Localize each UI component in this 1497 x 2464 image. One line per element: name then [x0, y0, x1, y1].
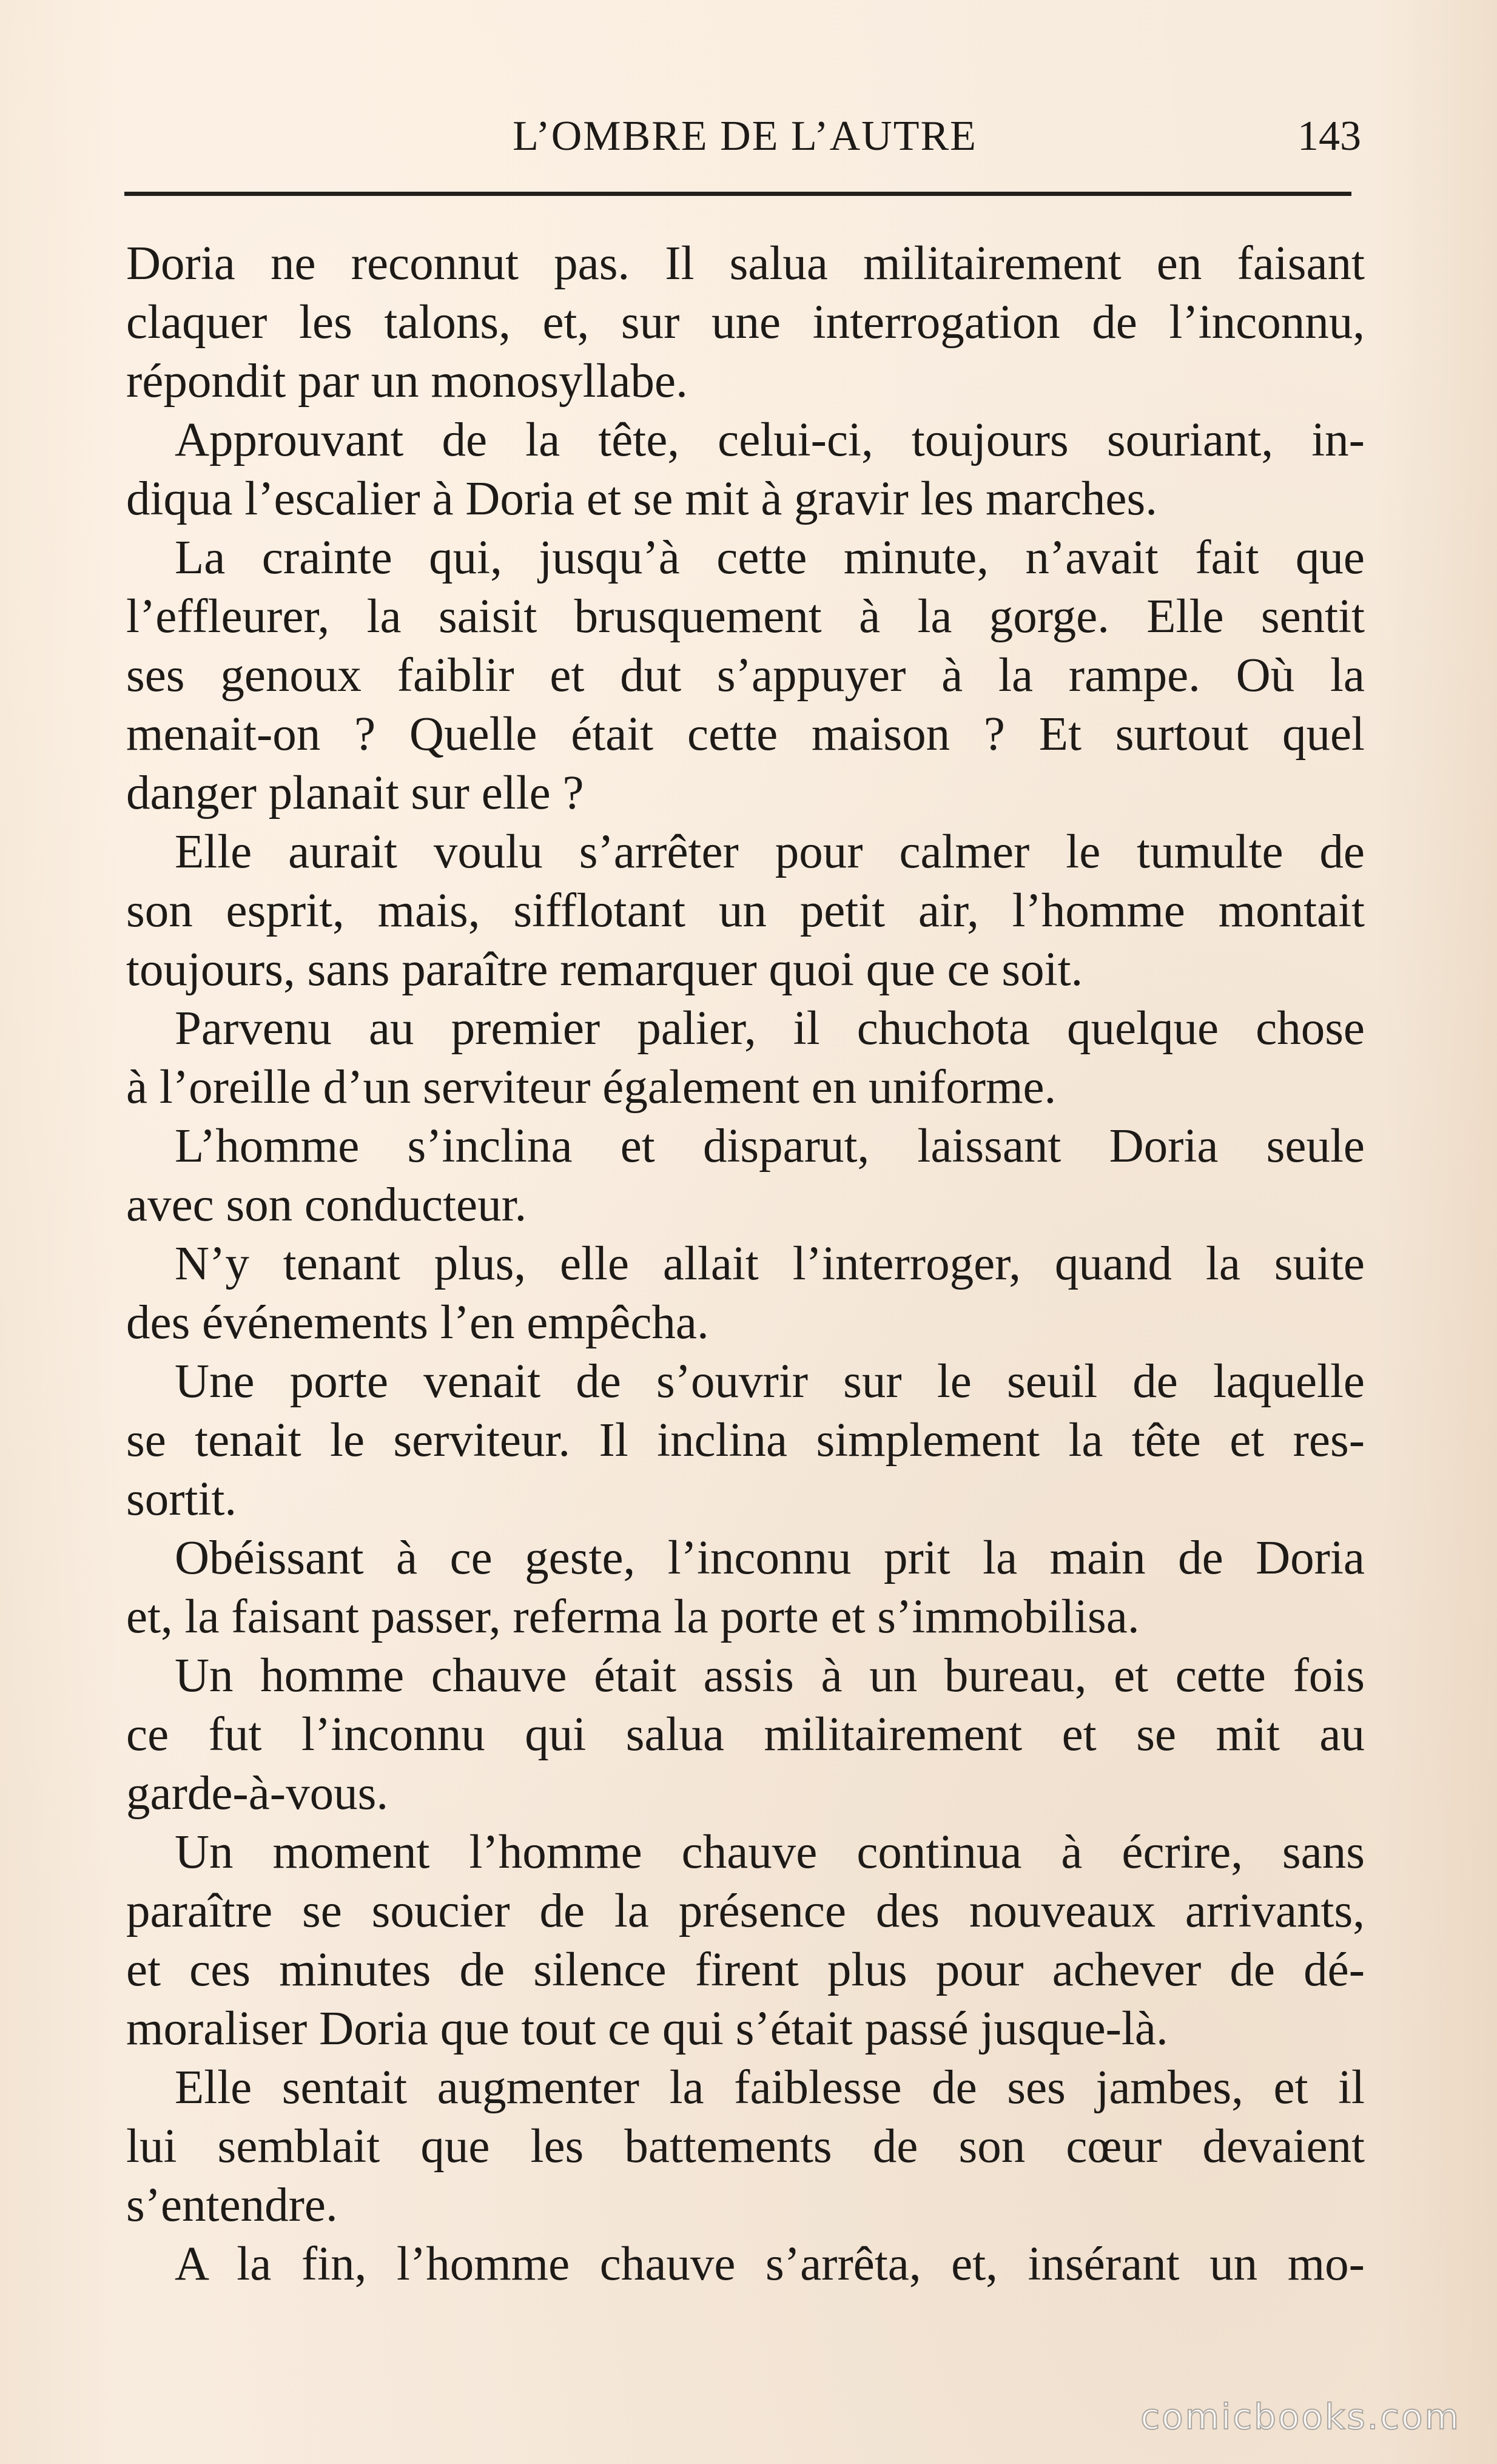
text-line: l’effleurer, la saisit brusquement à la gorge. Elle sentit	[126, 590, 1365, 643]
text-line: ce fut l’inconnu qui salua militairement et se mit au	[126, 1708, 1365, 1761]
text-line: se tenait le serviteur. Il inclina simplement la tête et res-	[126, 1414, 1365, 1467]
text-line: La crainte qui, jusqu’à cette minute, n’avait fait que	[175, 531, 1365, 584]
text-line: lui semblait que les battements de son cœur devaient	[126, 2120, 1365, 2173]
text-line: et, la faisant passer, referma la porte et s’immobilisa.	[126, 1590, 1140, 1643]
header-rule	[124, 192, 1351, 196]
text-line: toujours, sans paraître remarquer quoi que ce soit.	[126, 943, 1083, 996]
text-line: diqua l’escalier à Doria et se mit à gravir les marches.	[126, 473, 1157, 525]
text-line: ses genoux faiblir et dut s’appuyer à la rampe. Où la	[126, 649, 1365, 702]
text-line: répondit par un monosyllabe.	[126, 355, 688, 408]
text-line: sortit.	[126, 1473, 237, 1526]
watermark-logo: comicbooks.com	[1140, 2396, 1461, 2437]
text-line: Une porte venait de s’ouvrir sur le seuil de laquelle	[175, 1355, 1365, 1408]
text-line: son esprit, mais, sifflotant un petit air, l’homme montait	[126, 884, 1365, 937]
text-line: danger planait sur elle ?	[126, 767, 584, 820]
text-line: L’homme s’inclina et disparut, laissant Doria seule	[175, 1120, 1365, 1173]
running-title: L’OMBRE DE L’AUTRE	[513, 113, 977, 160]
text-line: garde-à-vous.	[126, 1767, 389, 1820]
text-line: s’entendre.	[126, 2179, 338, 2232]
body-text	[126, 234, 1365, 2294]
text-line: Parvenu au premier palier, il chuchota quelque chose	[175, 1002, 1365, 1055]
text-line: menait-on ? Quelle était cette maison ? Et surtout quel	[126, 708, 1365, 761]
text-line: Un moment l’homme chauve continua à écrire, sans	[175, 1826, 1365, 1879]
text-line: Elle aurait voulu s’arrêter pour calmer le tumulte de	[175, 826, 1365, 878]
page-number: 143	[1297, 113, 1361, 160]
text-line: A la fin, l’homme chauve s’arrêta, et, insérant un mo-	[175, 2238, 1365, 2291]
text-line: claquer les talons, et, sur une interrogation de l’inconnu,	[126, 296, 1365, 349]
text-line: Obéissant à ce geste, l’inconnu prit la main de Doria	[175, 1532, 1365, 1584]
text-line: à l’oreille d’un serviteur également en uniforme.	[126, 1061, 1057, 1114]
text-line: Elle sentait augmenter la faiblesse de ses jambes, et il	[175, 2061, 1365, 2114]
text-line: paraître se soucier de la présence des nouveaux arrivants,	[126, 1885, 1365, 1937]
text-line: Un homme chauve était assis à un bureau, et cette fois	[175, 1649, 1365, 1702]
text-line: Approuvant de la tête, celui-ci, toujours souriant, in-	[175, 414, 1365, 466]
text-line: des événements l’en empêcha.	[126, 1296, 709, 1349]
text-line: et ces minutes de silence firent plus pour achever de dé-	[126, 1944, 1365, 1996]
text-line: Doria ne reconnut pas. Il salua militairement en faisant	[126, 237, 1365, 290]
text-line: moraliser Doria que tout ce qui s’était passé jusque-là.	[126, 2002, 1168, 2055]
text-line: avec son conducteur.	[126, 1179, 527, 1231]
page-header	[126, 109, 1364, 176]
text-line: N’y tenant plus, elle allait l’interroger, quand la suite	[175, 1237, 1365, 1290]
